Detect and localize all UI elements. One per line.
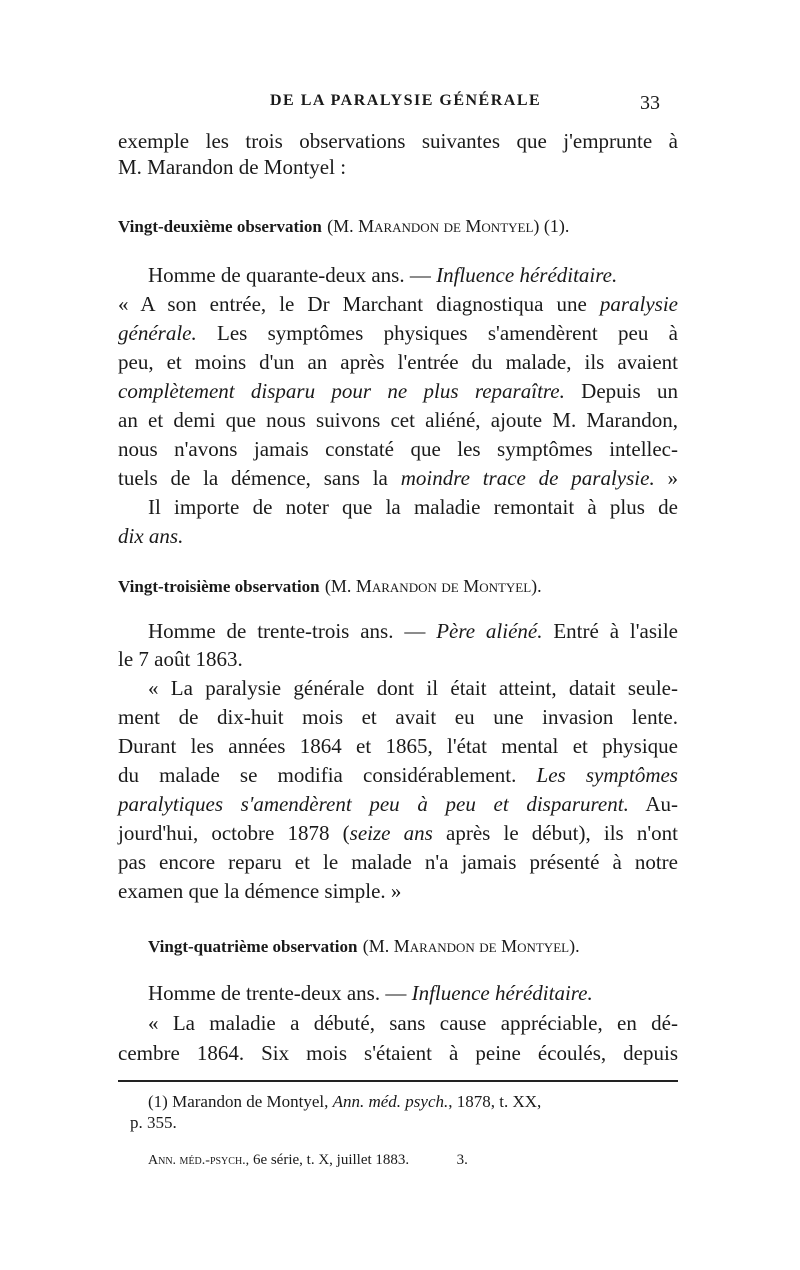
footnote-line-2: p. 355.	[130, 1113, 177, 1132]
obs22-line-5: complètement disparu pour ne plus reparaître. Depuis un	[118, 379, 678, 403]
observation-24-heading	[148, 932, 678, 960]
obs23-line-5: Durant les années 1864 et 1865, l'état mental et physique	[118, 734, 678, 758]
observation-title: Vingt-deuxième observation	[118, 217, 322, 236]
obs23-line-4: ment de dix-huit mois et avait eu une invasion lente.	[118, 705, 678, 729]
signature-journal: Ann. méd.-psych.,	[148, 1153, 250, 1168]
running-header: DE LA PARALYSIE GÉNÉRALE	[270, 92, 542, 109]
obs23-line-8: jourd'hui, octobre 1878 (seize ans après le début), ils n'ont	[118, 821, 678, 845]
signature-details: 6e série, t. X, juillet 1883.	[252, 1152, 410, 1168]
observation-22-heading	[118, 212, 678, 240]
obs23-line-10: examen que la démence simple. »	[118, 879, 402, 903]
intro-line-1: exemple les trois observations suivantes que j'emprunte à	[118, 129, 678, 153]
obs23-line-7: paralytiques s'amendèrent peu à peu et disparurent. Au-	[118, 792, 678, 816]
obs24-line-3: cembre 1864. Six mois s'étaient à peine écoulés, depuis	[118, 1041, 678, 1065]
observation-author: (M. Marandon de Montyel).	[324, 576, 542, 596]
obs24-line-2: « La maladie a débuté, sans cause appréciable, en dé-	[148, 1011, 678, 1035]
obs23-line-2: le 7 août 1863.	[118, 647, 243, 671]
observation-title: Vingt-quatrième observation	[148, 937, 358, 956]
obs24-line-1: Homme de trente-deux ans. — Influence héréditaire.	[148, 981, 593, 1005]
obs22-line-1: Homme de quarante-deux ans. — Influence héréditaire.	[148, 263, 618, 287]
intro-line-2: M. Marandon de Montyel :	[118, 155, 347, 179]
obs22-line-7: nous n'avons jamais constaté que les symptômes intellec-	[118, 437, 678, 461]
obs22-line-4: peu, et moins d'un an après l'entrée du malade, ils avaient	[118, 350, 678, 374]
footnote-rule	[118, 1080, 678, 1082]
obs23-line-1: Homme de trente-trois ans. — Père aliéné. Entré à l'asile	[148, 619, 678, 643]
obs23-line-9: pas encore reparu et le malade n'a jamais présenté à notre	[118, 850, 678, 874]
observation-23-heading	[118, 572, 678, 600]
footnote-line-1: (1) Marandon de Montyel, Ann. méd. psych., 1878, t. XX,	[148, 1092, 542, 1111]
obs23-line-6: du malade se modifia considérablement. Les symptômes	[118, 763, 678, 787]
observation-author: (M. Marandon de Montyel).	[362, 936, 580, 956]
obs22-line-6: an et demi que nous suivons cet aliéné, ajoute M. Marandon,	[118, 408, 678, 432]
observation-author: (M. Marandon de Montyel) (1).	[327, 216, 570, 236]
page-number: 33	[640, 92, 660, 114]
obs23-line-3: « La paralysie générale dont il était atteint, datait seule-	[148, 676, 678, 700]
obs22-line-3: générale. Les symptômes physiques s'amendèrent peu à	[118, 321, 678, 345]
obs22-line-9: Il importe de noter que la maladie remontait à plus de	[148, 495, 678, 519]
obs22-line-10: dix ans.	[118, 524, 184, 548]
signature-line	[148, 1150, 468, 1171]
signature-sheet: 3.	[456, 1152, 468, 1168]
obs22-line-2: « A son entrée, le Dr Marchant diagnostiqua une paralysie	[118, 292, 678, 316]
observation-title: Vingt-troisième observation	[118, 577, 320, 596]
obs22-line-8: tuels de la démence, sans la moindre trace de paralysie. »	[118, 466, 679, 490]
